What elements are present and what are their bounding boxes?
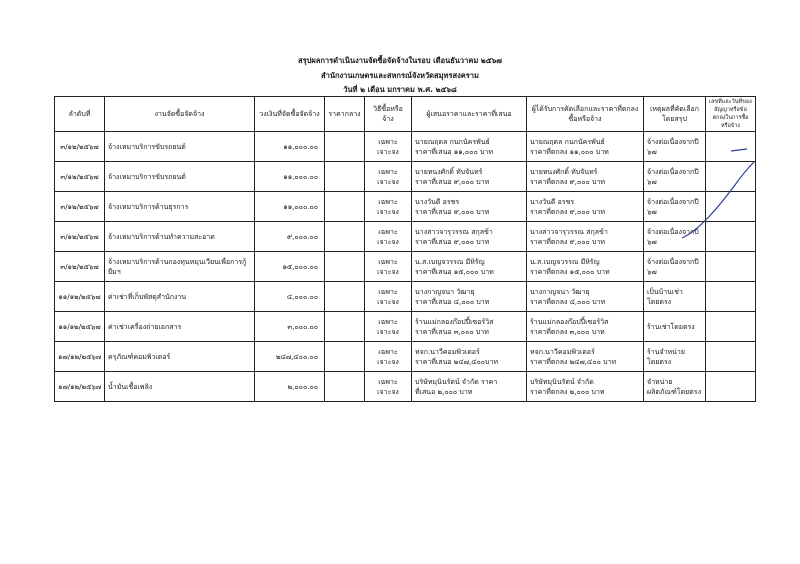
cell-text: ค่าเช่าที่เก็บพัสดุสำนักงาน (108, 292, 187, 301)
cell-text: ราคาที่ตกลง ๙,๐๐๐ บาท (530, 177, 606, 186)
col-header: เลขที่และวันที่ของสัญญาหรือข้อตกลงในการซื้อหรือจ้าง (706, 97, 756, 132)
table-row (55, 312, 756, 342)
cell-text: ราคาที่เสนอ ๔,๐๐๐ บาท (415, 297, 490, 306)
report-title: สรุปผลการดำเนินงานจัดซื้อจัดจ้างในรอบ เดือนธันวาคม ๒๕๖๗ (298, 56, 502, 65)
cell-text: ค่าเช่าเครื่องถ่ายเอกสาร (108, 322, 182, 331)
cell-text: ราคาที่เสนอ ๙,๐๐๐ บาท (415, 237, 490, 246)
cell-text: ร้านแม่กลองก๊อปปี้เซอร์วิส (415, 317, 494, 326)
cell-text: น้ำมันเชื้อเพลิง (108, 382, 153, 391)
row-method (365, 312, 412, 342)
row-contract (706, 372, 756, 402)
row-median-price (325, 342, 365, 372)
cell-text: ร้านแม่กลองก๊อปปี้เซอร์วิส (530, 317, 609, 326)
row-budget (255, 192, 325, 222)
row-reason (644, 252, 706, 282)
cell-text: นางสาวจารุวรรณ สกุลข้า (415, 227, 493, 236)
row-winner (527, 132, 644, 162)
row-contract (706, 282, 756, 312)
cell-text: ราคาที่เสนอ ๒๔๗,๔๐๐บาท (415, 357, 499, 366)
row-number (55, 132, 105, 162)
table-header-row (55, 97, 756, 132)
row-median-price (325, 252, 365, 282)
cell-text: จ้างต่อเนื่องจากปี ๖๗ (647, 257, 699, 276)
cell-text: เฉพาะเจาะจง (377, 167, 399, 186)
row-reason (644, 282, 706, 312)
cell-text: ๑๑,๐๐๐.๐๐ (283, 202, 318, 211)
cell-text: เฉพาะเจาะจง (377, 377, 399, 396)
row-bidder (412, 192, 527, 222)
row-item (105, 222, 255, 252)
row-contract (706, 192, 756, 222)
row-reason (644, 132, 706, 162)
row-budget (255, 132, 325, 162)
row-method (365, 252, 412, 282)
row-number (55, 222, 105, 252)
row-bidder (412, 342, 527, 372)
row-method (365, 342, 412, 372)
cell-text: นายณฤดล กนกนัครพันธ์ (530, 137, 605, 146)
cell-text: จ้างต่อเนื่องจากปี ๖๗ (647, 137, 699, 156)
cell-text: ราคาที่ตกลง ๒,๐๐๐ บาท (530, 387, 605, 396)
row-item (105, 372, 255, 402)
cell-text: นางวันดี อรชร (530, 197, 575, 206)
cell-text: นายณฤดล กนกนัครพันธ์ (415, 137, 490, 146)
cell-text: ๓/๑๒/๒๕๖๗ (60, 142, 99, 151)
col-header: ลำดับที่ (55, 97, 105, 132)
cell-text: ราคาที่ตกลง ๓,๐๐๐ บาท (530, 327, 605, 336)
row-number (55, 192, 105, 222)
col-header: วิธีซื้อหรือจ้าง (365, 97, 412, 132)
col-header: วงเงินที่จัดซื้อจัดจ้าง (255, 97, 325, 132)
cell-text: จ้างเหมาบริการขับรถยนต์ (108, 172, 186, 181)
row-median-price (325, 372, 365, 402)
row-winner (527, 372, 644, 402)
table-row (55, 132, 756, 162)
row-contract (706, 162, 756, 192)
cell-text: ๙,๐๐๐.๐๐ (287, 232, 318, 241)
row-winner (527, 162, 644, 192)
row-bidder (412, 372, 527, 402)
table-row (55, 282, 756, 312)
cell-text: ๑๗/๑๒/๒๕๖๗ (58, 352, 102, 361)
row-reason (644, 342, 706, 372)
col-header: ผู้ได้รับการคัดเลือกและราคาที่ตกลงซื้อหรือจ้าง (527, 97, 644, 132)
cell-text: เฉพาะเจาะจง (377, 287, 399, 306)
row-bidder (412, 162, 527, 192)
row-reason (644, 312, 706, 342)
row-bidder (412, 282, 527, 312)
office-name: สำนักงานเกษตรและสหกรณ์จังหวัดสมุทรสงคราม (321, 71, 479, 80)
cell-text: บริษัทมุนินรัตน์ จำกัด (530, 377, 594, 386)
cell-text: นางวันดี อรชร (415, 197, 460, 206)
row-reason (644, 162, 706, 192)
row-median-price (325, 282, 365, 312)
row-median-price (325, 312, 365, 342)
cell-text: เฉพาะเจาะจง (377, 347, 399, 366)
cell-text: จ้างต่อเนื่องจากปี ๖๗ (647, 197, 699, 216)
procurement-table (54, 96, 756, 402)
row-method (365, 282, 412, 312)
cell-text: ราคาที่ตกลง ๔,๐๐๐ บาท (530, 297, 606, 306)
row-item (105, 162, 255, 192)
row-item (105, 192, 255, 222)
row-contract (706, 312, 756, 342)
cell-text: เฉพาะเจาะจง (377, 317, 399, 336)
row-number (55, 162, 105, 192)
row-number (55, 282, 105, 312)
cell-text: จ้างต่อเนื่องจากปี ๖๗ (647, 227, 699, 246)
row-budget (255, 252, 325, 282)
cell-text: นางสาวจารุวรรณ สกุลข้า (530, 227, 608, 236)
row-contract (706, 252, 756, 282)
cell-text: ๒,๐๐๐.๐๐ (287, 382, 318, 391)
cell-text: ๓/๑๒/๒๕๖๗ (60, 262, 99, 271)
col-header: งานจัดซื้อจัดจ้าง (105, 97, 255, 132)
table-row (55, 222, 756, 252)
table-row (55, 162, 756, 192)
cell-text: ๑๑,๐๐๐.๐๐ (283, 172, 318, 181)
cell-text: น.ส.เบญจวรรณ มีหิรัญ (530, 257, 600, 266)
row-number (55, 312, 105, 342)
cell-text: ๑๑,๐๐๐.๐๐ (283, 142, 318, 151)
cell-text: ราคาที่ตกลง ๒๔๗,๔๐๐ บาท (530, 357, 617, 366)
cell-text: ๒๔๗,๔๐๐.๐๐ (275, 352, 318, 361)
row-method (365, 222, 412, 252)
cell-text: ราคาที่เสนอ ๑๑,๐๐๐ บาท (415, 147, 493, 156)
col-header: เหตุผลที่คัดเลือกโดยสรุป (644, 97, 706, 132)
row-method (365, 132, 412, 162)
cell-text: ราคาที่ตกลง ๑๕,๐๐๐ บาท (530, 267, 610, 276)
cell-text: หจก.นาวีคอมพิวเตอร์ (415, 347, 480, 356)
row-winner (527, 222, 644, 252)
row-budget (255, 342, 325, 372)
cell-text: ๑๑/๑๒/๒๕๖๗ (58, 292, 101, 301)
row-winner (527, 252, 644, 282)
cell-text: น.ส.เบญจวรรณ มีหิรัญ (415, 257, 485, 266)
cell-text: จ้างเหมาบริการด้านกองทุนหมุนเวียนเพื่อการกู้ยืมฯ (108, 257, 247, 276)
table-row (55, 192, 756, 222)
cell-text: จ้างเหมาบริการขับรถยนต์ (108, 142, 186, 151)
cell-text: นางกาญจนา วัฒายุ (530, 287, 590, 296)
row-item (105, 252, 255, 282)
cell-text: ราคาที่เสนอ ๑๕,๐๐๐ บาท (415, 267, 494, 276)
row-budget (255, 282, 325, 312)
cell-text: ราคาที่ตกลง ๑๑,๐๐๐ บาท (530, 147, 609, 156)
cell-text: จำหน่ายผลิตภัณฑ์โดยตรง (647, 377, 701, 396)
cell-text: หจก.นาวีคอมพิวเตอร์ (530, 347, 595, 356)
row-winner (527, 282, 644, 312)
row-method (365, 162, 412, 192)
cell-text: จ้างต่อเนื่องจากปี ๖๗ (647, 167, 699, 186)
row-budget (255, 162, 325, 192)
cell-text: ราคาที่เสนอ ๓,๐๐๐ บาท (415, 327, 489, 336)
cell-text: ราคาที่เสนอ ๙,๐๐๐ บาท (415, 207, 490, 216)
report-date: วันที่ ๒ เดือน มกราคม พ.ศ. ๒๕๖๘ (343, 85, 457, 94)
row-bidder (412, 222, 527, 252)
cell-text: ๓,๐๐๐.๐๐ (287, 322, 318, 331)
table-row (55, 252, 756, 282)
cell-text: นายทนงศักดิ์ ทับจันทร์ (530, 167, 598, 176)
row-number (55, 342, 105, 372)
cell-text: ราคาที่เสนอ ๙,๐๐๐ บาท (415, 177, 490, 186)
row-reason (644, 372, 706, 402)
cell-text: ๔,๐๐๐.๐๐ (286, 292, 318, 301)
row-winner (527, 312, 644, 342)
cell-text: ๓/๑๒/๒๕๖๗ (60, 172, 99, 181)
row-bidder (412, 312, 527, 342)
cell-text: เฉพาะเจาะจง (377, 197, 399, 216)
cell-text: จ้างเหมาบริการด้านทำความสะอาด (108, 232, 215, 241)
cell-text: เฉพาะเจาะจง (377, 137, 399, 156)
row-item (105, 132, 255, 162)
pen-stroke-mark (730, 147, 748, 153)
row-bidder (412, 252, 527, 282)
table-row (55, 342, 756, 372)
row-number (55, 372, 105, 402)
row-method (365, 192, 412, 222)
row-budget (255, 222, 325, 252)
cell-text: ๑๕,๐๐๐.๐๐ (282, 262, 318, 271)
row-reason (644, 192, 706, 222)
cell-text: ร้านจำหน่ายโดยตรง (647, 347, 685, 366)
cell-text: ๓/๑๒/๒๕๖๗ (60, 232, 99, 241)
cell-text: จ้างเหมาบริการด้านธุรการ (108, 202, 189, 211)
row-item (105, 342, 255, 372)
cell-text: เฉพาะเจาะจง (377, 257, 399, 276)
cell-text: ที่เสนอ ๒,๐๐๐ บาท (415, 387, 473, 396)
cell-text: เฉพาะเจาะจง (377, 227, 399, 246)
cell-text: นายทนงศักดิ์ ทับจันทร์ (415, 167, 483, 176)
row-item (105, 282, 255, 312)
row-contract (706, 342, 756, 372)
row-winner (527, 192, 644, 222)
row-median-price (325, 222, 365, 252)
cell-text: บริษัทมุนินรัตน์ จำกัด ราคา (415, 377, 498, 386)
cell-text: ครุภัณฑ์คอมพิวเตอร์ (108, 352, 171, 361)
row-number (55, 252, 105, 282)
cell-text: ร้านเช่าโดยตรง (647, 322, 695, 331)
col-header: ผู้เสนอราคาและราคาที่เสนอ (412, 97, 527, 132)
cell-text: ราคาที่ตกลง ๙,๐๐๐ บาท (530, 207, 606, 216)
row-median-price (325, 162, 365, 192)
row-contract (706, 222, 756, 252)
table-row (55, 372, 756, 402)
row-median-price (325, 132, 365, 162)
cell-text: เป็นบ้านเช่าโดยตรง (647, 287, 683, 306)
cell-text: ราคาที่ตกลง ๙,๐๐๐ บาท (530, 237, 606, 246)
cell-text: ๑๑/๑๒/๒๕๖๗ (58, 322, 101, 331)
row-item (105, 312, 255, 342)
row-reason (644, 222, 706, 252)
row-budget (255, 312, 325, 342)
row-method (365, 372, 412, 402)
row-bidder (412, 132, 527, 162)
cell-text: ๑๗/๑๒/๒๕๖๗ (58, 382, 102, 391)
row-budget (255, 372, 325, 402)
row-winner (527, 342, 644, 372)
cell-text: ๓/๑๒/๒๕๖๗ (60, 202, 99, 211)
cell-text: นางกาญจนา วัฒายุ (415, 287, 475, 296)
row-median-price (325, 192, 365, 222)
col-header: ราคากลาง (325, 97, 365, 132)
